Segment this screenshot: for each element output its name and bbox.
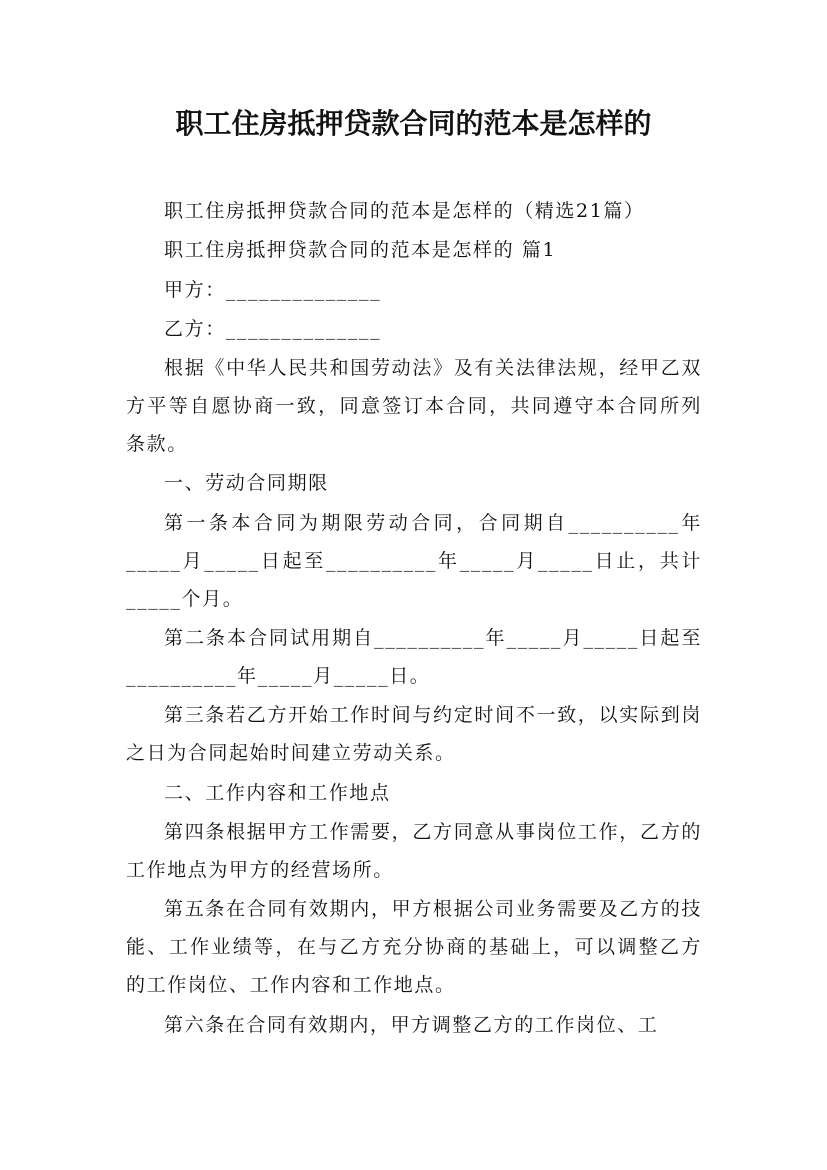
- paragraph-article-4: 第四条根据甲方工作需要，乙方同意从事岗位工作，乙方的工作地点为甲方的经营场所。: [126, 820, 702, 881]
- paragraph-party-b: 乙方：______________: [164, 317, 382, 340]
- document-body: [126, 192, 702, 1045]
- paragraph-article-3: 第三条若乙方开始工作时间与约定时间不一致，以实际到岗之日为合同起始时间建立劳动关系。: [126, 704, 702, 765]
- paragraph-heading-work: 二、工作内容和工作地点: [164, 781, 391, 804]
- paragraph-article-2: 第二条本合同试用期自__________年_____月_____日起至__________年_____月_____日。: [126, 627, 702, 688]
- paragraph-article-5: 第五条在合同有效期内，甲方根据公司业务需要及乙方的技能、工作业绩等，在与乙方充分协商的基础上，可以调整乙方的工作岗位、工作内容和工作地点。: [126, 898, 702, 997]
- paragraph-article-1: 第一条本合同为期限劳动合同，合同期自__________年_____月_____日起至__________年_____月_____日止，共计_____个月。: [126, 511, 702, 610]
- paragraph-section-heading: 职工住房抵押贷款合同的范本是怎样的 篇1: [164, 239, 557, 262]
- paragraph-preamble: 根据《中华人民共和国劳动法》及有关法律法规，经甲乙双方平等自愿协商一致，同意签订本合同，共同遵守本合同所列条款。: [126, 357, 702, 456]
- document-title: 职工住房抵押贷款合同的范本是怎样的: [175, 107, 652, 140]
- paragraph-subtitle: 职工住房抵押贷款合同的范本是怎样的（精选21篇）: [164, 200, 645, 222]
- paragraph-party-a: 甲方：______________: [164, 278, 382, 301]
- paragraph-heading-term: 一、劳动合同期限: [164, 472, 329, 495]
- paragraph-article-6: 第六条在合同有效期内，甲方调整乙方的工作岗位、工: [164, 1013, 659, 1036]
